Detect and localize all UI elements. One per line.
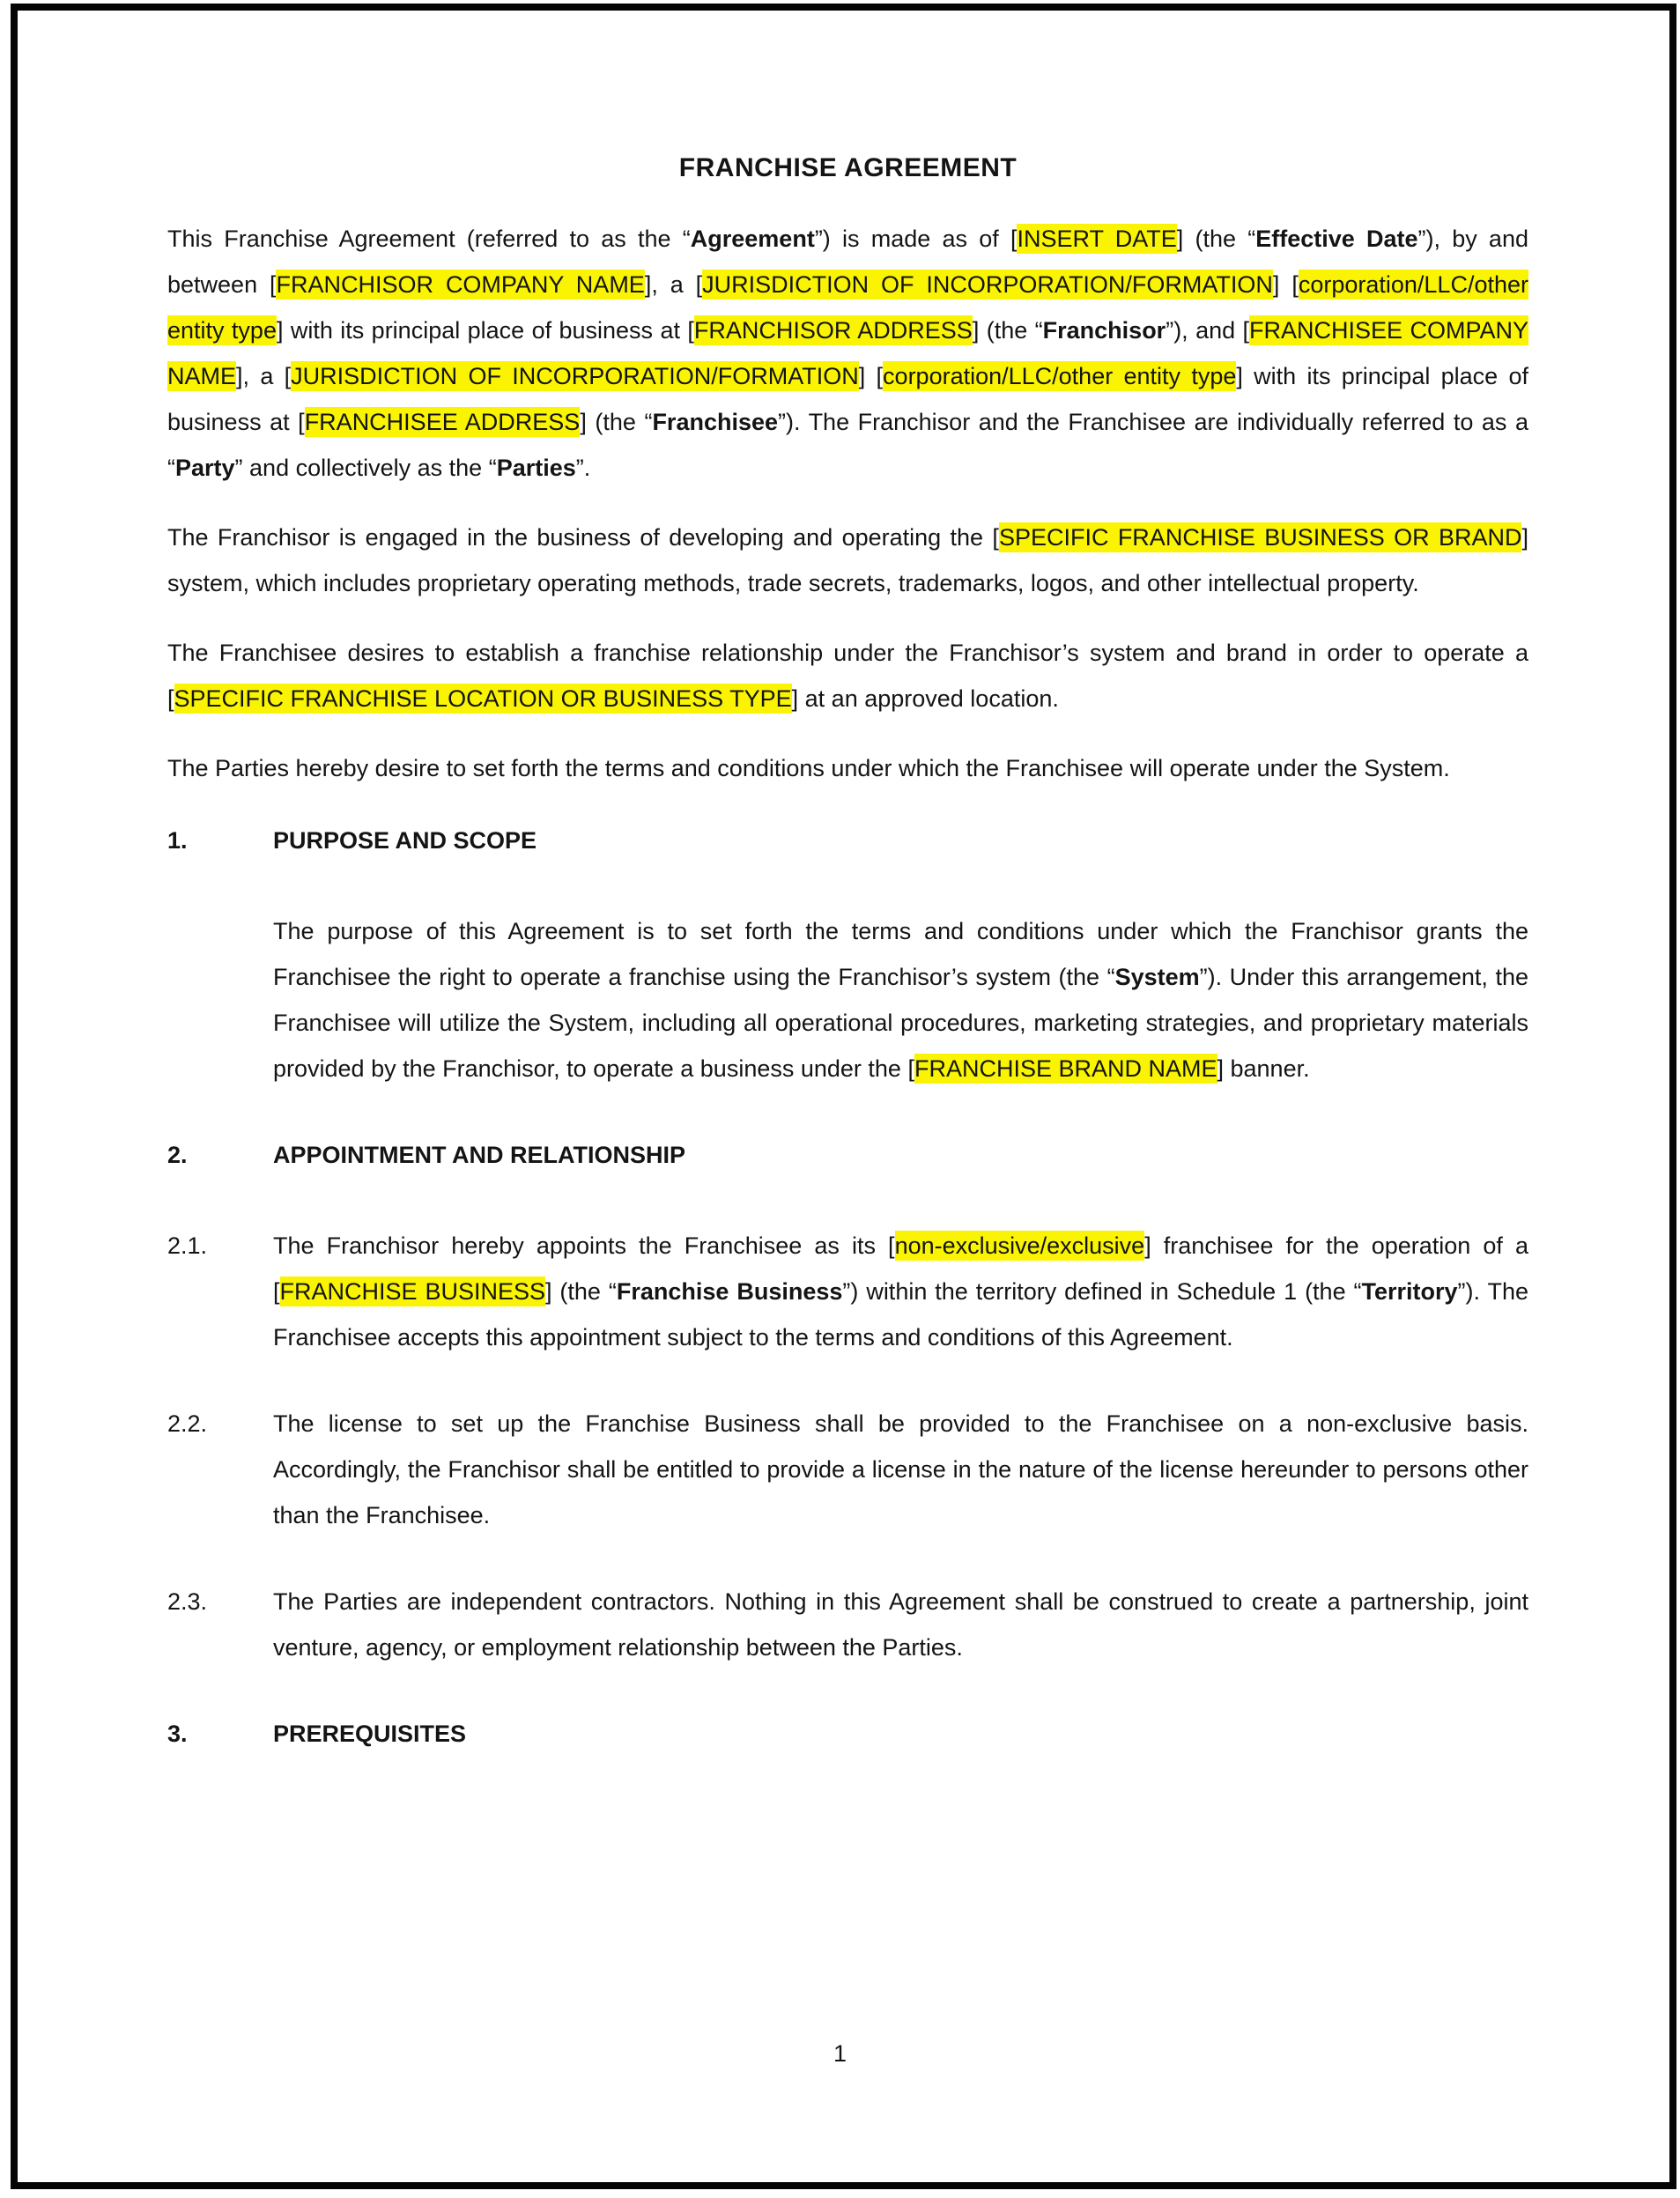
text-run: The license to set up the Franchise Business shall be provided to the Franchisee on a non-exclusive basis. Accordingly, the Franchisor shall be entitled to provide a license in the nature of the license hereunder to persons other than the Franchisee. [273, 1410, 1528, 1528]
text-run: The Parties hereby desire to set forth the terms and conditions under which the Franchisee will operate under the System. [167, 755, 1450, 781]
highlight-placeholder: corporation/LLC/other entity type [883, 363, 1237, 389]
highlight-placeholder: JURISDICTION OF INCORPORATION/FORMATION [702, 271, 1273, 298]
text-run: ] [ [858, 363, 884, 389]
highlight-placeholder: SPECIFIC FRANCHISE BUSINESS OR BRAND [998, 524, 1522, 551]
document-title: FRANCHISE AGREEMENT [678, 153, 1018, 182]
highlight-placeholder: FRANCHISEE COMPANY NAME [167, 317, 1528, 389]
text-run: ] with its principal place of business at [ [167, 363, 1528, 435]
document-content [167, 0, 1528, 1802]
text-run: The Franchisor is engaged in the business of developing and operating the [ [167, 524, 999, 551]
bold-term: Effective Date [1255, 226, 1418, 252]
text-run: This Franchise Agreement (referred to as the “ [167, 226, 691, 252]
preamble-paragraph-4 [167, 745, 1528, 791]
text-run: APPOINTMENT AND RELATIONSHIP [273, 1142, 686, 1168]
highlight-placeholder: non-exclusive/exclusive [894, 1232, 1145, 1259]
clause-2-3 [167, 1579, 1528, 1670]
text-run: The Franchisor hereby appoints the Franchisee as its [ [273, 1232, 895, 1259]
text-run: ] system, which includes proprietary operating methods, trade secrets, trademarks, logos, and other intellectual property. [167, 524, 1528, 596]
bold-term: Franchisee [652, 409, 779, 435]
text-run: ] [ [1272, 271, 1299, 298]
text-run: ”), and [ [1166, 317, 1250, 344]
highlight-placeholder: FRANCHISOR COMPANY NAME [276, 271, 645, 298]
section-number: 2.2. [167, 1410, 208, 1437]
document-body [167, 216, 1528, 1757]
text-run: ] at an approved location. [791, 685, 1059, 712]
preamble-paragraph-1 [167, 216, 1528, 491]
text-run: ” and collectively as the “ [234, 455, 497, 481]
text-run: The Franchisee desires to establish a franchise relationship under the Franchisor’s system and brand in order to operate a [ [167, 640, 1528, 712]
section-number: 2.1. [167, 1232, 208, 1259]
clause-2-1 [167, 1223, 1528, 1360]
text-run: ] with its principal place of business at [ [276, 317, 694, 344]
highlight-placeholder: SPECIFIC FRANCHISE LOCATION OR BUSINESS TYPE [174, 685, 792, 712]
highlight-placeholder: FRANCHISE BUSINESS [279, 1278, 545, 1305]
bold-term: Franchise Business [616, 1278, 843, 1305]
page-number: 1 [833, 2040, 847, 2067]
text-run: ] banner. [1217, 1055, 1310, 1082]
highlight-placeholder: corporation/LLC/other entity type [167, 271, 1528, 344]
text-run: ”), by and between [ [167, 226, 1528, 298]
text-run: ”). The Franchisee accepts this appointment subject to the terms and conditions of this Agreement. [273, 1278, 1528, 1351]
section-number: 3. [167, 1721, 188, 1747]
highlight-placeholder: FRANCHISEE ADDRESS [304, 409, 581, 435]
section-heading-2 [167, 1132, 1528, 1178]
text-run: ”) within the territory defined in Schedule 1 (the “ [842, 1278, 1362, 1305]
text-run: ”). The Franchisor and the Franchisee are individually referred to as a “ [167, 409, 1528, 481]
section-number: 1. [167, 827, 188, 854]
preamble-paragraph-2 [167, 514, 1528, 606]
highlight-placeholder: INSERT DATE [1017, 226, 1177, 252]
bold-term: Franchisor [1042, 317, 1166, 344]
bold-term: Party [175, 455, 235, 481]
text-run: ] (the “ [972, 317, 1043, 344]
bold-term: System [1114, 964, 1200, 990]
preamble-paragraph-3 [167, 630, 1528, 722]
text-run: ] (the “ [545, 1278, 617, 1305]
bold-term: Parties [496, 455, 576, 481]
text-run: PREREQUISITES [273, 1721, 467, 1747]
highlight-placeholder: FRANCHISOR ADDRESS [693, 317, 973, 344]
section-1-paragraph [167, 908, 1528, 1092]
highlight-placeholder: FRANCHISE BRAND NAME [914, 1055, 1217, 1082]
text-run: ] (the “ [580, 409, 653, 435]
text-run: ”). Under this arrangement, the Franchisee will utilize the System, including all operational procedures, marketing strategies, and proprietary materials provided by the Franchisor, to operate a business under the [ [273, 964, 1528, 1082]
text-run: The Parties are independent contractors. Nothing in this Agreement shall be construed to create a partnership, joint venture, agency, or employment relationship between the Parties. [273, 1588, 1528, 1661]
text-run: The purpose of this Agreement is to set forth the terms and conditions under which the Franchisor grants the Franchisee the right to operate a franchise using the Franchisor’s system (the “ [273, 918, 1528, 990]
bold-term: Agreement [690, 226, 815, 252]
section-number: 2.3. [167, 1588, 208, 1615]
text-run: ”. [575, 455, 591, 481]
text-run: ], a [ [236, 363, 292, 389]
text-run: ], a [ [644, 271, 703, 298]
bold-term: Territory [1361, 1278, 1458, 1305]
text-run: ”) is made as of [ [814, 226, 1018, 252]
text-run: PURPOSE AND SCOPE [273, 827, 537, 854]
clause-2-2 [167, 1401, 1528, 1538]
text-run: ] franchisee for the operation of a [ [273, 1232, 1528, 1305]
section-number: 2. [167, 1142, 188, 1168]
highlight-placeholder: JURISDICTION OF INCORPORATION/FORMATION [291, 363, 859, 389]
text-run: ] (the “ [1176, 226, 1256, 252]
section-heading-3 [167, 1711, 1528, 1757]
section-heading-1 [167, 818, 1528, 863]
